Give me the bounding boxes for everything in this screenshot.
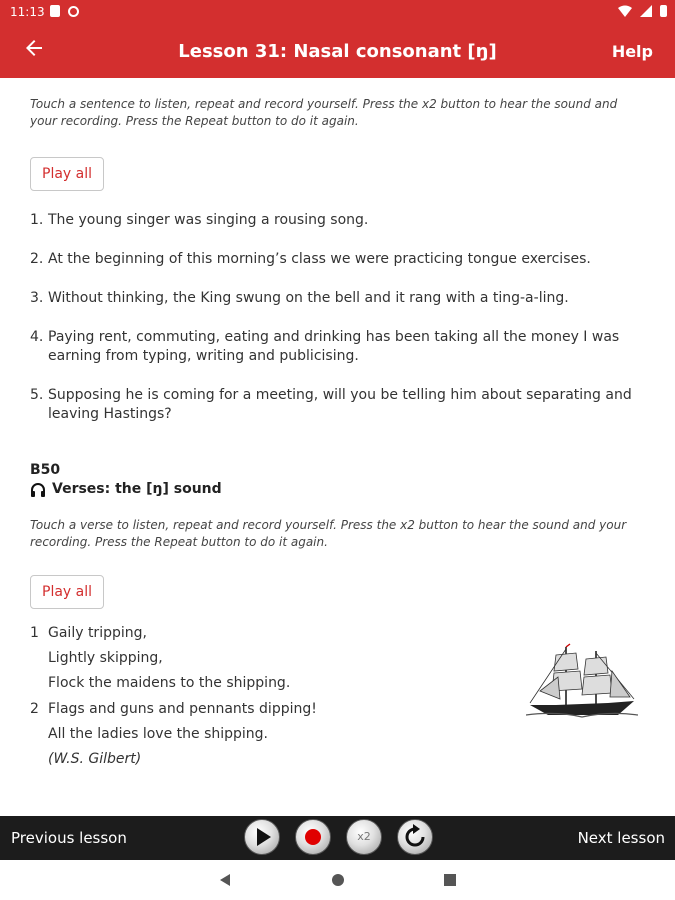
sentences-instructions: Touch a sentence to listen, repeat and record yourself. Press the x2 button to hear the sound and your recording. Press the Repeat button to do it again. (30, 97, 618, 128)
verse-line: Flock the maidens to the shipping. (48, 675, 291, 691)
lesson-content[interactable] (30, 78, 645, 816)
section-code: B50 (30, 462, 61, 478)
verse-item[interactable]: 2 Flags and guns and pennants dipping! All the ladies love the shipping. (W.S. Gilbert) (30, 697, 645, 772)
verse-item[interactable]: 1 Gaily tripping, Lightly skipping, Flock the maidens to the shipping. (30, 621, 645, 696)
play-button[interactable] (244, 819, 280, 855)
record-icon (295, 819, 331, 855)
record-button[interactable] (295, 819, 331, 855)
app-bar (0, 24, 675, 78)
verse-attribution: (W.S. Gilbert) (48, 751, 142, 767)
sentence-item[interactable]: 1. The young singer was singing a rousing song. (30, 212, 369, 228)
battery-icon (660, 5, 667, 17)
sentence-item[interactable]: 5. Supposing he is coming for a meeting, will you be telling him about separating and leaving Hastings? (30, 387, 632, 422)
help-button[interactable]: Help (611, 42, 653, 61)
page-title: Lesson 31: Nasal consonant [ŋ] (178, 41, 497, 62)
do-not-disturb-icon (68, 6, 79, 17)
nav-home-icon[interactable] (331, 873, 345, 887)
repeat-button[interactable] (397, 819, 433, 855)
verse-line: Gaily tripping, (48, 625, 147, 641)
previous-lesson-button[interactable]: Previous lesson (11, 829, 127, 847)
wifi-icon (618, 5, 632, 17)
play-all-verses-button[interactable]: Play all (30, 575, 104, 609)
x2-label: x2 (357, 830, 371, 843)
next-lesson-button[interactable]: Next lesson (577, 829, 665, 847)
sentence-item[interactable]: 4. Paying rent, commuting, eating and drinking has been taking all the money I was earning from typing, writing and publicising. (30, 329, 620, 364)
nav-back-icon[interactable] (218, 873, 232, 887)
system-navigation-bar (0, 860, 675, 900)
status-time: 11:13 (10, 5, 45, 19)
sentence-list (30, 211, 645, 424)
signal-icon (640, 5, 652, 17)
sentence-item[interactable]: 3. Without thinking, the King swung on the bell and it rang with a ting-a-ling. (30, 290, 569, 306)
verse-list (30, 621, 645, 772)
verses-instructions: Touch a verse to listen, repeat and record yourself. Press the x2 button to hear the sound and your recording. Press the Repeat button to do it again. (30, 518, 627, 549)
verse-line: All the ladies love the shipping. (48, 726, 268, 742)
play-all-sentences-button[interactable]: Play all (30, 157, 104, 191)
ship-illustration (526, 641, 638, 721)
section-title: Verses: the [ŋ] sound (30, 481, 645, 497)
nav-recents-icon[interactable] (443, 873, 457, 887)
x2-button[interactable] (346, 819, 382, 855)
repeat-icon (397, 819, 433, 855)
status-bar (0, 0, 675, 24)
verse-line: Lightly skipping, (48, 650, 163, 666)
verse-line: Flags and guns and pennants dipping! (48, 701, 317, 717)
play-icon (244, 819, 280, 855)
bottom-control-bar (0, 816, 675, 860)
headphones-icon (30, 482, 46, 497)
sentence-item[interactable]: 2. At the beginning of this morning’s class we were practicing tongue exercises. (30, 251, 591, 267)
sd-card-icon (50, 5, 60, 17)
